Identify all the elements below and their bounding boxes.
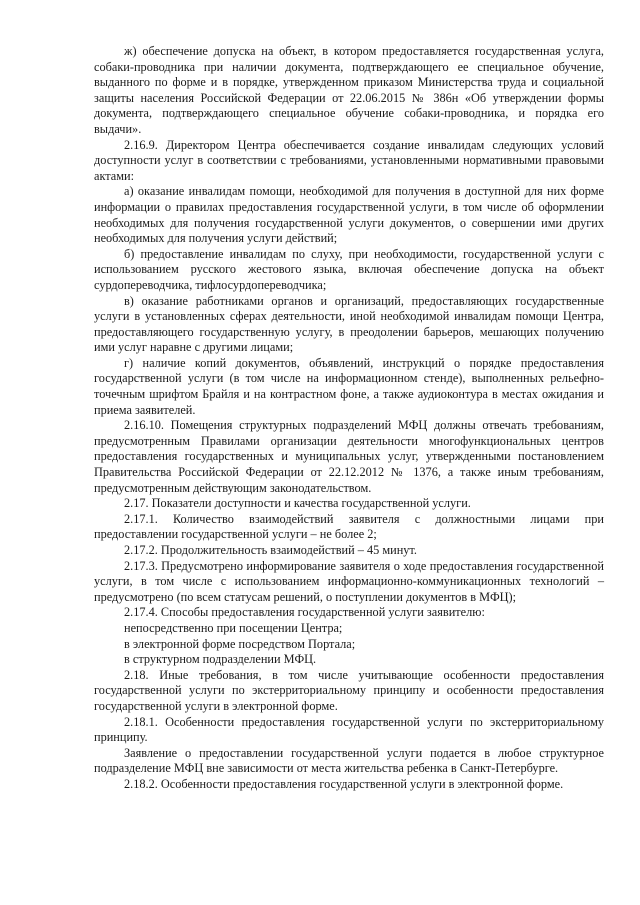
paragraph-2-17-4: 2.17.4. Способы предоставления государственной услуги заявителю: [124, 605, 485, 620]
paragraph-2-17-3: 2.17.3. Предусмотрено информирование заявителя о ходе предоставления государственной услуги, в том числе с использованием информационно-коммуникационных технологий – предусмотрено (по всем статусам решений, о поступлении документов в МФЦ); [94, 558, 604, 604]
paragraph-2-16-9: 2.16.9. Директором Центра обеспечивается создание инвалидам следующих условий доступности услуг в соответствии с требованиями, установленными нормативными правовыми актами: [94, 137, 604, 183]
paragraph-zh-guide-dog: ж) обеспечение допуска на объект, в котором предоставляется государственная услуга, собаки-проводника при наличии документа, подтверждающего ее специальное обучение, выданного по форме и в порядке, утвержденном приказом Министерства труда и социальной защиты населения Российской Федерации от 22.06.2015 № 386н «Об утверждении формы документа, подтверждающего специальное обучение собаки-проводника, и порядка его выдачи». [94, 44, 604, 136]
paragraph-v-staff-assistance: в) оказание работниками органов и организаций, предоставляющих государственные услуги в установленных сферах деятельности, иной необходимой инвалидам помощи Центра, предоставляющего государственную услугу, в преодолении барьеров, мешающих получению ими услуг наравне с другими лицами; [94, 293, 604, 355]
document-body [94, 44, 604, 793]
paragraph-a-assistance: а) оказание инвалидам помощи, необходимой для получения в доступной для них форме информации о правилах предоставления государственной услуги, в том числе об оформлении необходимых для получения государственной услуги документов, о совершении ими других необходимых для получения услуги действий; [94, 184, 604, 246]
paragraph-2-17: 2.17. Показатели доступности и качества государственной услуги. [124, 496, 471, 511]
list-item-in-person: непосредственно при посещении Центра; [124, 620, 343, 635]
paragraph-2-16-10: 2.16.10. Помещения структурных подразделений МФЦ должны отвечать требованиям, предусмотренным Правилами организации деятельности многофункциональных центров предоставления государственных и муниципальных услуг, утвержденными постановлением Правительства Российской Федерации от 22.12.2012 № 1376, а также иным требованиям, предусмотренным действующим законодательством. [94, 418, 604, 495]
list-item-mfc: в структурном подразделении МФЦ. [124, 652, 317, 667]
paragraph-b-sign-language: б) предоставление инвалидам по слуху, при необходимости, государственной услуги с использованием русского жестового языка, включая обеспечение допуска на объект сурдопереводчика, тифлосурдопереводчика; [94, 246, 604, 292]
paragraph-2-18: 2.18. Иные требования, в том числе учитывающие особенности предоставления государственной услуги по экстерриториальному принципу и особенности предоставления государственной услуги в электронной форме. [94, 667, 604, 713]
list-item-portal: в электронной форме посредством Портала; [124, 636, 356, 651]
paragraph-2-18-2: 2.18.2. Особенности предоставления государственной услуги в электронной форме. [124, 776, 564, 791]
paragraph-2-17-1: 2.17.1. Количество взаимодействий заявителя с должностными лицами при предоставлении государственной услуги – не более 2; [94, 511, 604, 542]
paragraph-2-18-1: 2.18.1. Особенности предоставления государственной услуги по экстерриториальному принципу. [94, 714, 604, 745]
paragraph-g-braille-copies: г) наличие копий документов, объявлений, инструкций о порядке предоставления государственной услуги (в том числе на информационном стенде), выполненных рельефно-точечным шрифтом Брайля и на контрастном фоне, а также аудиоконтура в местах ожидания и приема заявителей. [94, 355, 604, 417]
paragraph-application-any-mfc: Заявление о предоставлении государственной услуги подается в любое структурное подразделение МФЦ вне зависимости от места жительства ребенка в Санкт-Петербурге. [94, 745, 604, 776]
paragraph-2-17-2: 2.17.2. Продолжительность взаимодействий – 45 минут. [124, 543, 417, 557]
